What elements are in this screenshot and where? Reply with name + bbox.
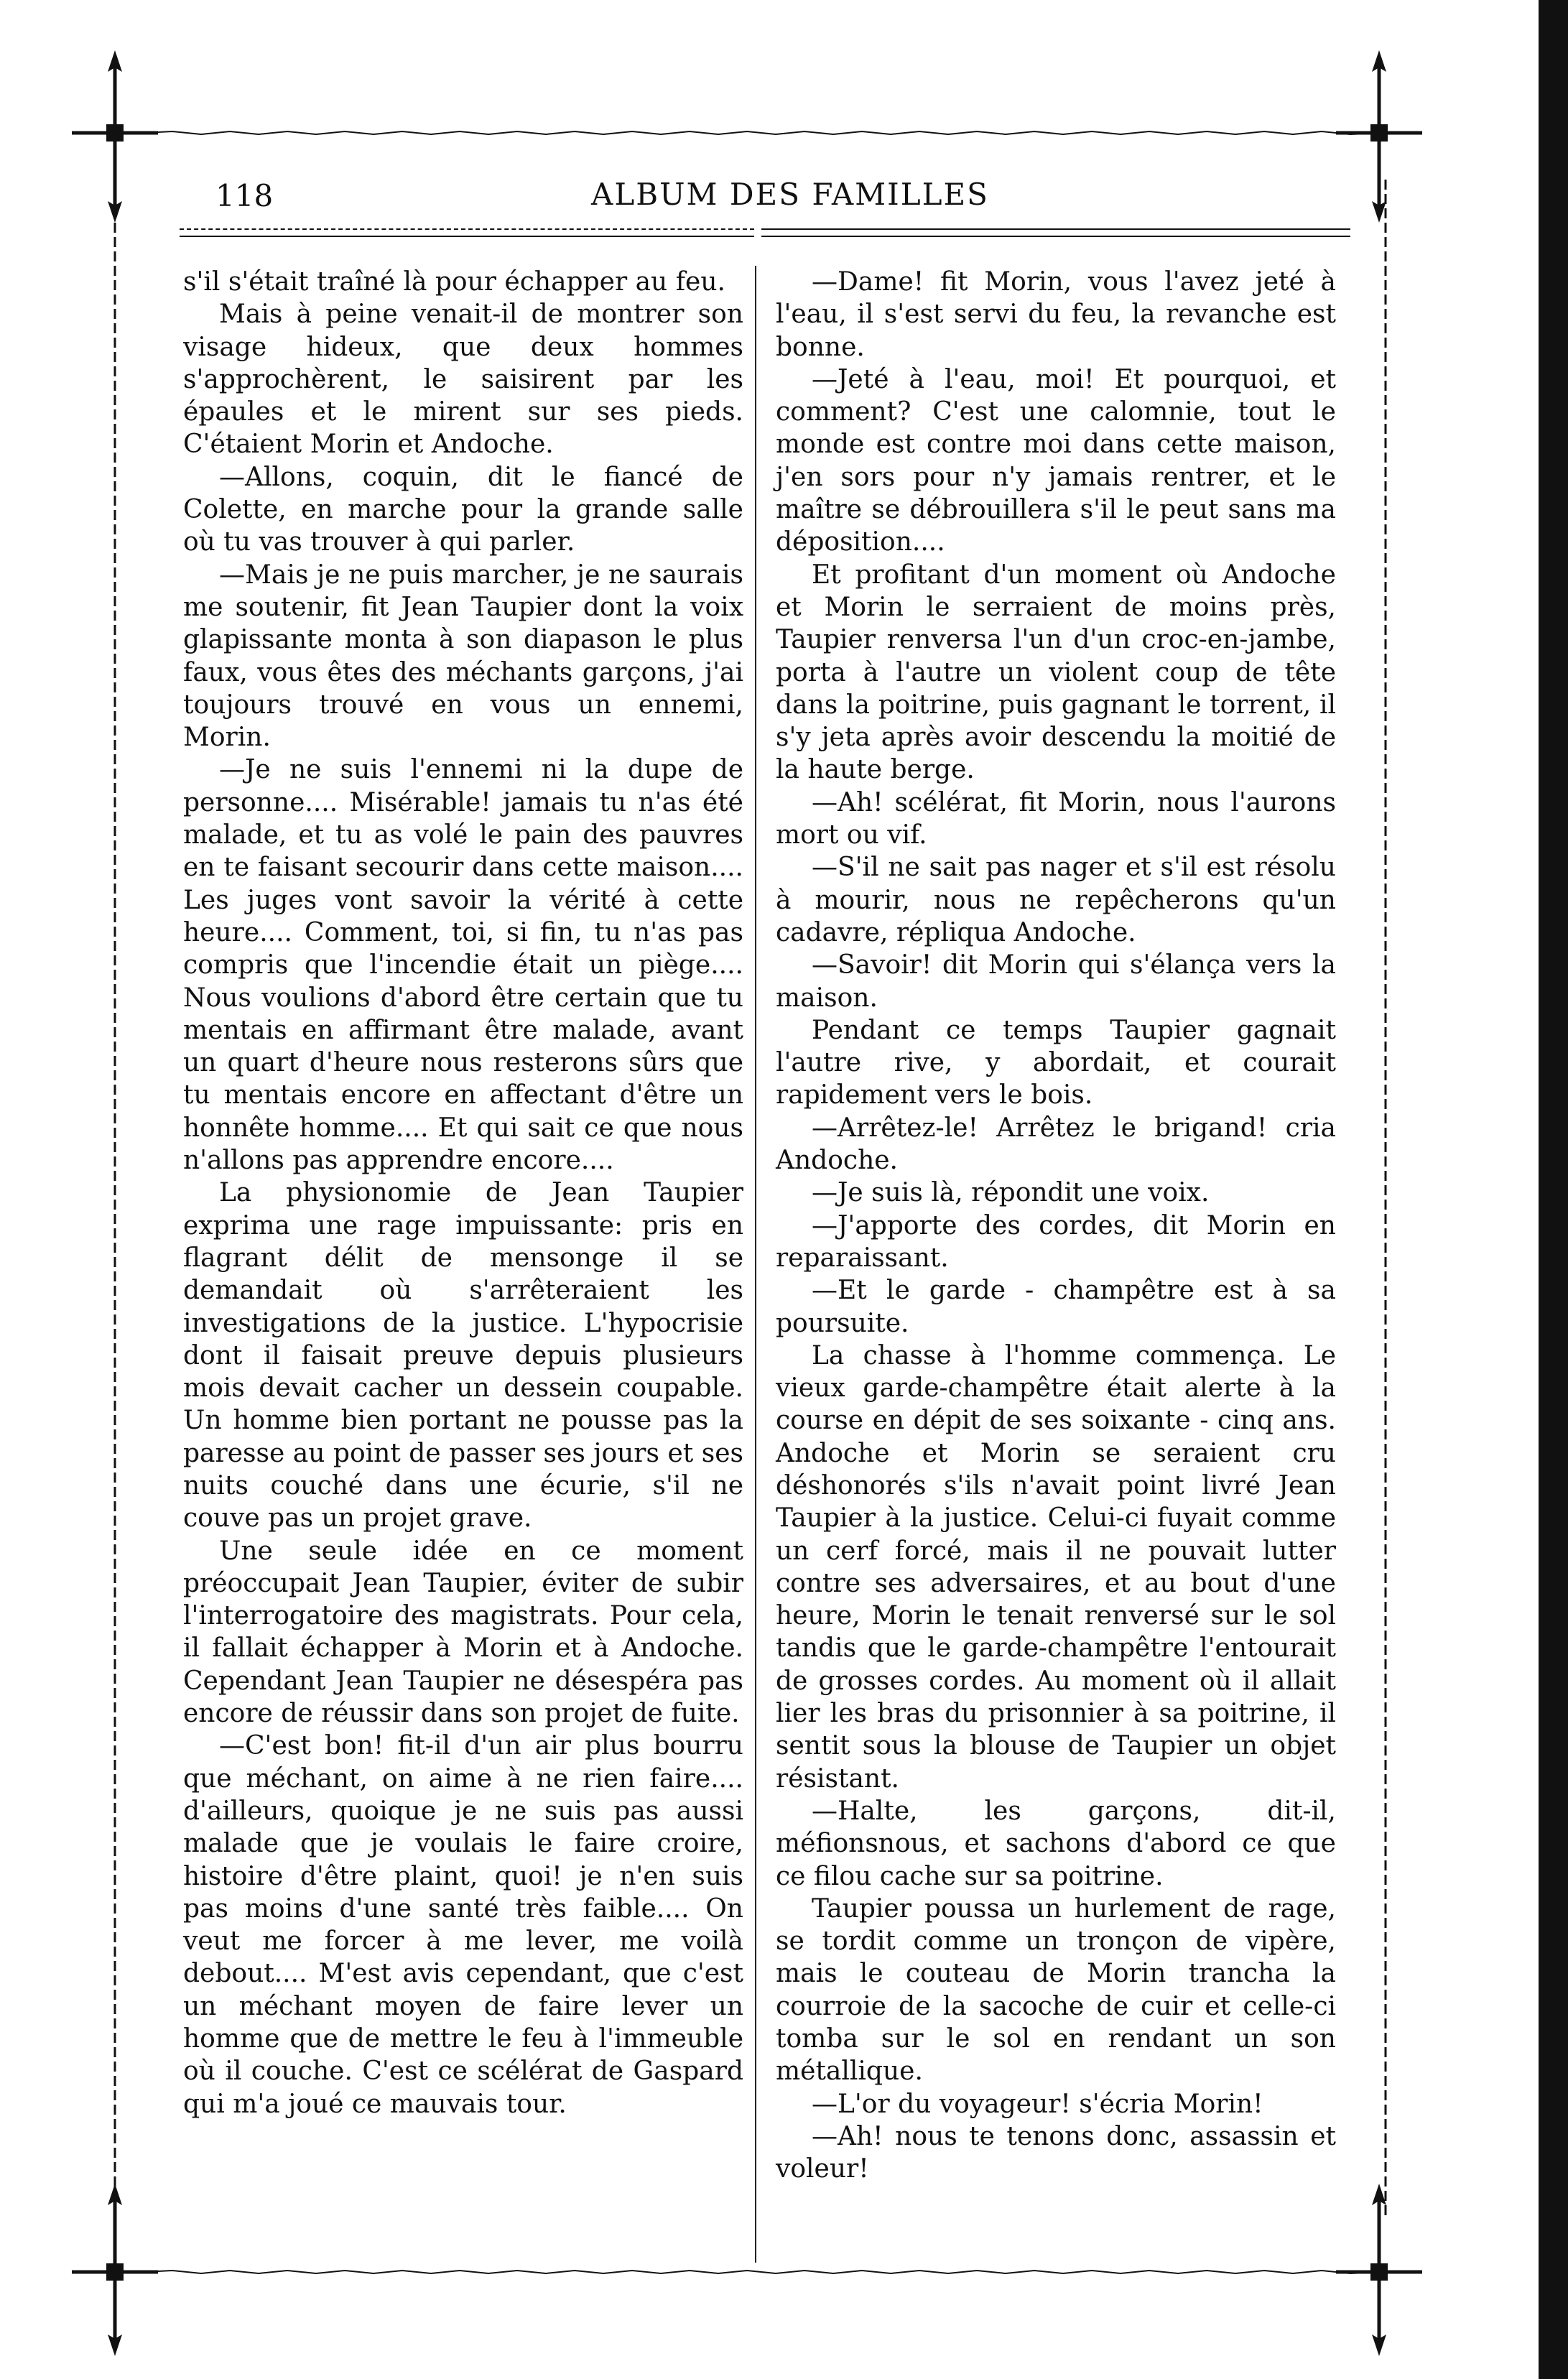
top-wavy-rule [144, 131, 1379, 135]
bottom-wavy-rule [144, 2270, 1379, 2274]
left-column [183, 266, 743, 2120]
paragraph: —C'est bon! fit-il d'un air plus bourru que méchant, on aime à ne rien faire.... d'ailleurs, quoique je ne suis pas aussi malade que je voulais le faire croire, histoire d'être plaint, quoi! je n'en suis pas moins d'une santé très faible.... On veut me forcer à me lever, me voilà debout.... M'est avis cependant, que c'est un méchant moyen de faire lever un homme que de mettre le feu à l'immeuble où il couche. C'est ce scélérat de Gaspard qui m'a joué ce mauvais tour. [183, 1731, 743, 2119]
header-rule [180, 228, 754, 237]
paragraph: La physionomie de Jean Taupier exprima une rage impuissante: pris en flagrant délit de mensonge il se demandait où s'arrêteraient les investigations de la justice. L'hypocrisie dont il faisait preuve depuis plusieurs mois devait cacher un dessein coupable. Un homme bien portant ne pousse pas la paresse au point de passer ses jours et ses nuits couché dans une écurie, s'il ne couve pas un projet grave. [183, 1178, 743, 1534]
paragraph: —Allons, coquin, dit le fiancé de Colette, en marche pour la grande salle où tu vas trouver à qui parler. [183, 462, 743, 557]
fleuron-corner-icon [72, 50, 158, 223]
paragraph: Mais à peine venait-il de montrer son visage hideux, que deux hommes s'approchèrent, le saisirent par les épaules et le mirent sur ses pieds. C'étaient Morin et Andoche. [183, 300, 743, 460]
paragraph: —Dame! fit Morin, vous l'avez jeté à l'eau, il s'est servi du feu, la revanche est bonne. [776, 267, 1336, 362]
paragraph: —J'apporte des cordes, dit Morin en reparaissant. [776, 1210, 1336, 1273]
paragraph: La chasse à l'homme commença. Le vieux garde-champêtre était alerte à la course en dépit de ses soixante - cinq ans. Andoche et Morin se seraient cru déshonorés s'ils n'avait point livré Jean Taupier à la justice. Celui-ci fuyait comme un cerf forcé, mais il ne pouvait lutter contre ses adversaires, et au bout d'une heure, Morin le tenait renversé sur le sol tandis que le garde-champêtre l'entourait de grosses cordes. Au moment où il allait lier les bras du prisonnier à sa poitrine, il sentit sous la blouse de Taupier un objet résistant. [776, 1340, 1336, 1794]
paragraph: —Jeté à l'eau, moi! Et pourquoi, et comment? C'est une calomnie, tout le monde est contre moi dans cette maison, j'en sors pour n'y jamais rentrer, et le maître se débrouillera s'il le peut sans ma déposition.... [776, 364, 1336, 557]
paragraph: —L'or du voyageur! s'écria Morin! [812, 2089, 1263, 2119]
running-title: ALBUM DES FAMILLES [591, 177, 989, 212]
fleuron-corner-icon [1336, 2184, 1422, 2356]
paragraph: —Mais je ne puis marcher, je ne saurais me soutenir, fit Jean Taupier dont la voix glapissante monta à son diapason le plus faux, vous êtes des méchants garçons, j'ai toujours trouvé en vous un ennemi, Morin. [183, 560, 743, 753]
page-number: 118 [215, 178, 274, 213]
left-wavy-rule [113, 180, 117, 2220]
paragraph: Une seule idée en ce moment préoccupait Jean Taupier, éviter de subir l'interrogatoire des magistrats. Pour cela, il fallait échapper à Morin et à Andoche. Cependant Jean Taupier ne désespéra pas encore de réussir dans son projet de fuite. [183, 1536, 743, 1729]
paragraph: Et profitant d'un moment où Andoche et Morin le serraient de moins près, Taupier renversa l'un d'un croc-en-jambe, porta à l'autre un violent coup de tête dans la poitrine, puis gagnant le torrent, il s'y jeta après avoir descendu la moitié de la haute berge. [776, 560, 1336, 785]
paragraph: —Ah! scélérat, fit Morin, nous l'aurons mort ou vif. [776, 787, 1336, 850]
paragraph: s'il s'était traîné là pour échapper au feu. [183, 267, 725, 297]
right-column [776, 266, 1336, 2186]
paragraph: —Je ne suis l'ennemi ni la dupe de personne.... Misérable! jamais tu n'as été malade, et tu as volé le pain des pauvres en te faisant secourir dans cette maison.... Les juges vont savoir la vérité à cette heure.... Comment, toi, si fin, tu n'as pas compris que l'incendie était un piège.... Nous voulions d'abord être certain que tu mentais en affirmant être malade, avant un quart d'heure nous resterons sûrs que tu mentais encore en affectant d'être un honnête homme.... Et qui sait ce que nous n'allons pas apprendre encore.... [183, 755, 743, 1176]
header-rule [761, 228, 1350, 237]
paragraph: —Et le garde - champêtre est à sa poursuite. [776, 1276, 1336, 1338]
paragraph: —Je suis là, répondit une voix. [812, 1178, 1210, 1208]
paragraph: Taupier poussa un hurlement de rage, se tordit comme un tronçon de vipère, mais le couteau de Morin trancha la courroie de la sacoche de cuir et celle-ci tomba sur le sol en rendant un son métallique. [776, 1893, 1336, 2087]
fleuron-corner-icon [1336, 50, 1422, 223]
column-divider [755, 266, 756, 2263]
paragraph: —S'il ne sait pas nager et s'il est résolu à mourir, nous ne repêcherons qu'un cadavre, répliqua Andoche. [776, 853, 1336, 947]
paragraph: —Savoir! dit Morin qui s'élança vers la maison. [776, 950, 1336, 1013]
fleuron-corner-icon [72, 2184, 158, 2356]
right-wavy-rule [1383, 180, 1388, 2220]
paragraph: —Ah! nous te tenons donc, assassin et voleur! [776, 2121, 1336, 2184]
paragraph: —Arrêtez-le! Arrêtez le brigand! cria Andoche. [776, 1113, 1336, 1176]
paragraph: —Halte, les garçons, dit-il, méfionsnous, et sachons d'abord ce que ce filou cache sur sa poitrine. [776, 1796, 1336, 1891]
scan-edge [1539, 0, 1568, 2379]
paragraph: Pendant ce temps Taupier gagnait l'autre rive, y abordait, et courait rapidement vers le bois. [776, 1015, 1336, 1110]
